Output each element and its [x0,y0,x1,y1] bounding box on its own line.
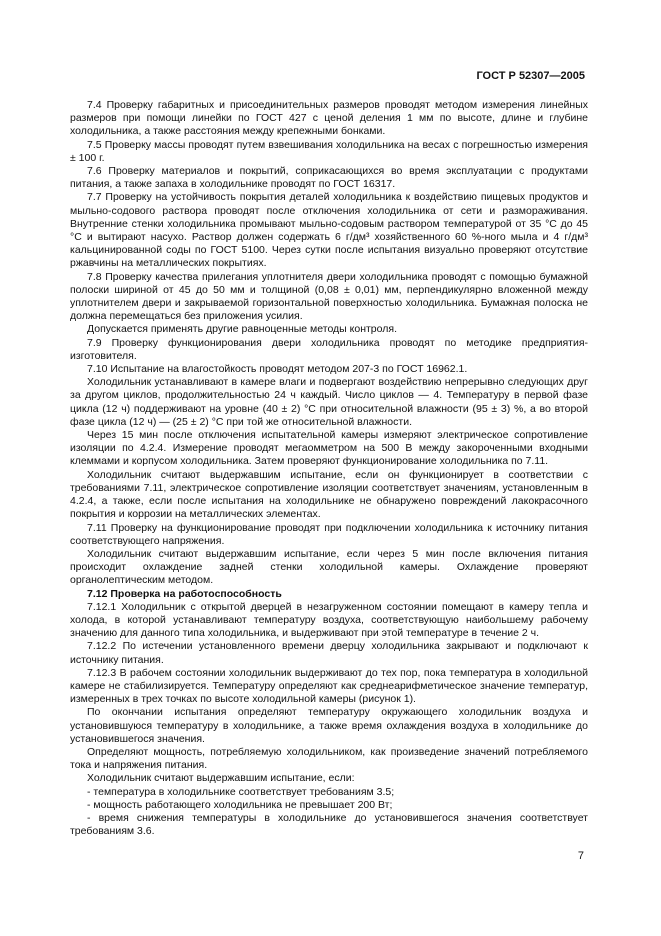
paragraph-7-10: 7.10 Испытание на влагостойкость проводят методом 207-3 по ГОСТ 16962.1. [87,363,468,376]
paragraph-pass-criteria: Холодильник считают выдержавшим испытание, если: [87,772,355,785]
paragraph-7-11-pass: Холодильник считают выдержавшим испытание, если через 5 мин после включения питания происходит охлаждение задней стенки холодильной камеры. Охлаждение проверяют органолептическим методом. [70,547,588,587]
page-number: 7 [577,850,584,862]
paragraph-power: Определяют мощность, потребляемую холодильником, как произведение значений потребляемого тока и напряжения питания. [70,745,588,772]
paragraph-7-8-note: Допускается применять другие равноценные методы контроля. [87,323,397,336]
paragraph-7-12-2: 7.12.2 По истечении установленного времени дверцу холодильника закрывают и подключают к источнику питания. [70,640,588,666]
paragraph-test-end: По окончании испытания определяют температуру окружающего холодильник воздуха и установившуюся температуру в холодильнике, а также время охлаждения воздуха в холодильнике до установившегося значения. [70,706,588,745]
paragraph-7-9: 7.9 Проверку функционирования двери холодильника проводят по методике предприятия-изготовителя. [70,336,588,362]
document-code-header: ГОСТ Р 52307—2005 [476,70,585,82]
paragraph-7-4: 7.4 Проверку габаритных и присоединительных размеров проводят методом измерения линейных размеров при помощи линейки по ГОСТ 427 с ценой деления 1 мм по высоте, длине и глубине холодильника, а также расстояния между крепежными бонками. [70,99,588,138]
paragraph-7-6: 7.6 Проверку материалов и покрытий, соприкасающихся во время эксплуатации с продуктами питания, а также запаха в холодильнике проводят по ГОСТ 16317. [70,165,588,191]
paragraph-7-12-3: 7.12.3 В рабочем состоянии холодильник выдерживают до тех пор, пока температура в холодильной камере не стабилизируется. Температуру определяют как среднеарифметическое значение температур, измеренных в трех точках по высоте холодильной камеры (рисунок 1). [70,666,588,706]
paragraph-7-5: 7.5 Проверку массы проводят путем взвешивания холодильника на весах с погрешностью измерения ± 100 г. [70,138,588,164]
paragraph-7-12-1: 7.12.1 Холодильник с открытой дверцей в незагруженном состоянии помещают в камеру тепла и холода, в которой устанавливают температуру воздуха, соответствующую наибольшему рабочему значению для данного типа холодильника, и выдерживают при этой температуре в течение 2 ч. [70,600,588,640]
paragraph-7-11: 7.11 Проверку на функционирование проводят при подключении холодильника к источнику питания соответствующего напряжения. [70,521,588,547]
section-heading-7-12: 7.12 Проверка на работоспособность [87,587,282,600]
list-item: - время снижения температуры в холодильнике до установившегося значения соответствует требованиям 3.6. [70,811,588,838]
paragraph-7-10-pass: Холодильник считают выдержавшим испытание, если он функционирует в соответствии с требованиями 7.11, электрическое сопротивление изоляции соответствует значениям, установленным в 4.2.4, а также, если после испытания на холодильнике не обнаружено повреждений лакокрасочного покрытия и коррозии на металлических элементах. [70,468,588,521]
paragraph-7-8: 7.8 Проверку качества прилегания уплотнителя двери холодильника проводят с помощью бумажной полоски шириной от 45 до 50 мм и толщиной (0,08 ± 0,01) мм, перпендикулярно вложенной между уплотнителем двери и закрываемой горизонтальной поверхностью холодильника. Бумажная полоска не должна перемещаться без приложения усилия. [70,270,588,323]
list-item: - температура в холодильнике соответствует требованиям 3.5; [87,785,395,798]
paragraph-7-10-insulation: Через 15 мин после отключения испытательной камеры измеряют электрическое сопротивление изоляции по 4.2.4. Измерение проводят мегаомметром на 500 В между закороченными входными клеммами и корпусом холодильника. Затем проверяют функционирование холодильника по 7.11. [70,429,588,468]
document-body [70,99,588,838]
paragraph-7-7: 7.7 Проверку на устойчивость покрытия деталей холодильника к воздействию пищевых продуктов и мыльно-содового раствора проводят после отключения холодильника от сети и размораживания. Внутренние стенки холодильника промывают мыльно-содовым раствором температурой от 35 °С до 45 °С и вытирают насухо. Раствор должен содержать 6 г/дм³ хозяйственного 60 %-ного мыла и 4 г/дм³ кальцинированной соды по ГОСТ 5100. Через сутки после испытания визуально проверяют отсутствие ржавчины на металлических покрытиях. [70,191,588,270]
paragraph-7-10-cycles: Холодильник устанавливают в камере влаги и подвергают воздействию непрерывно следующих друг за другом циклов, продолжительностью 24 ч каждый. Число циклов — 4. Температуру в первой фазе цикла (12 ч) поддерживают на уровне (40 ± 2) °С при относительной влажности (95 ± 3) %, а во второй фазе цикла (12 ч) — (25 ± 2) °С при той же относительной влажности. [70,376,588,428]
list-item: - мощность работающего холодильника не превышает 200 Вт; [87,798,393,811]
